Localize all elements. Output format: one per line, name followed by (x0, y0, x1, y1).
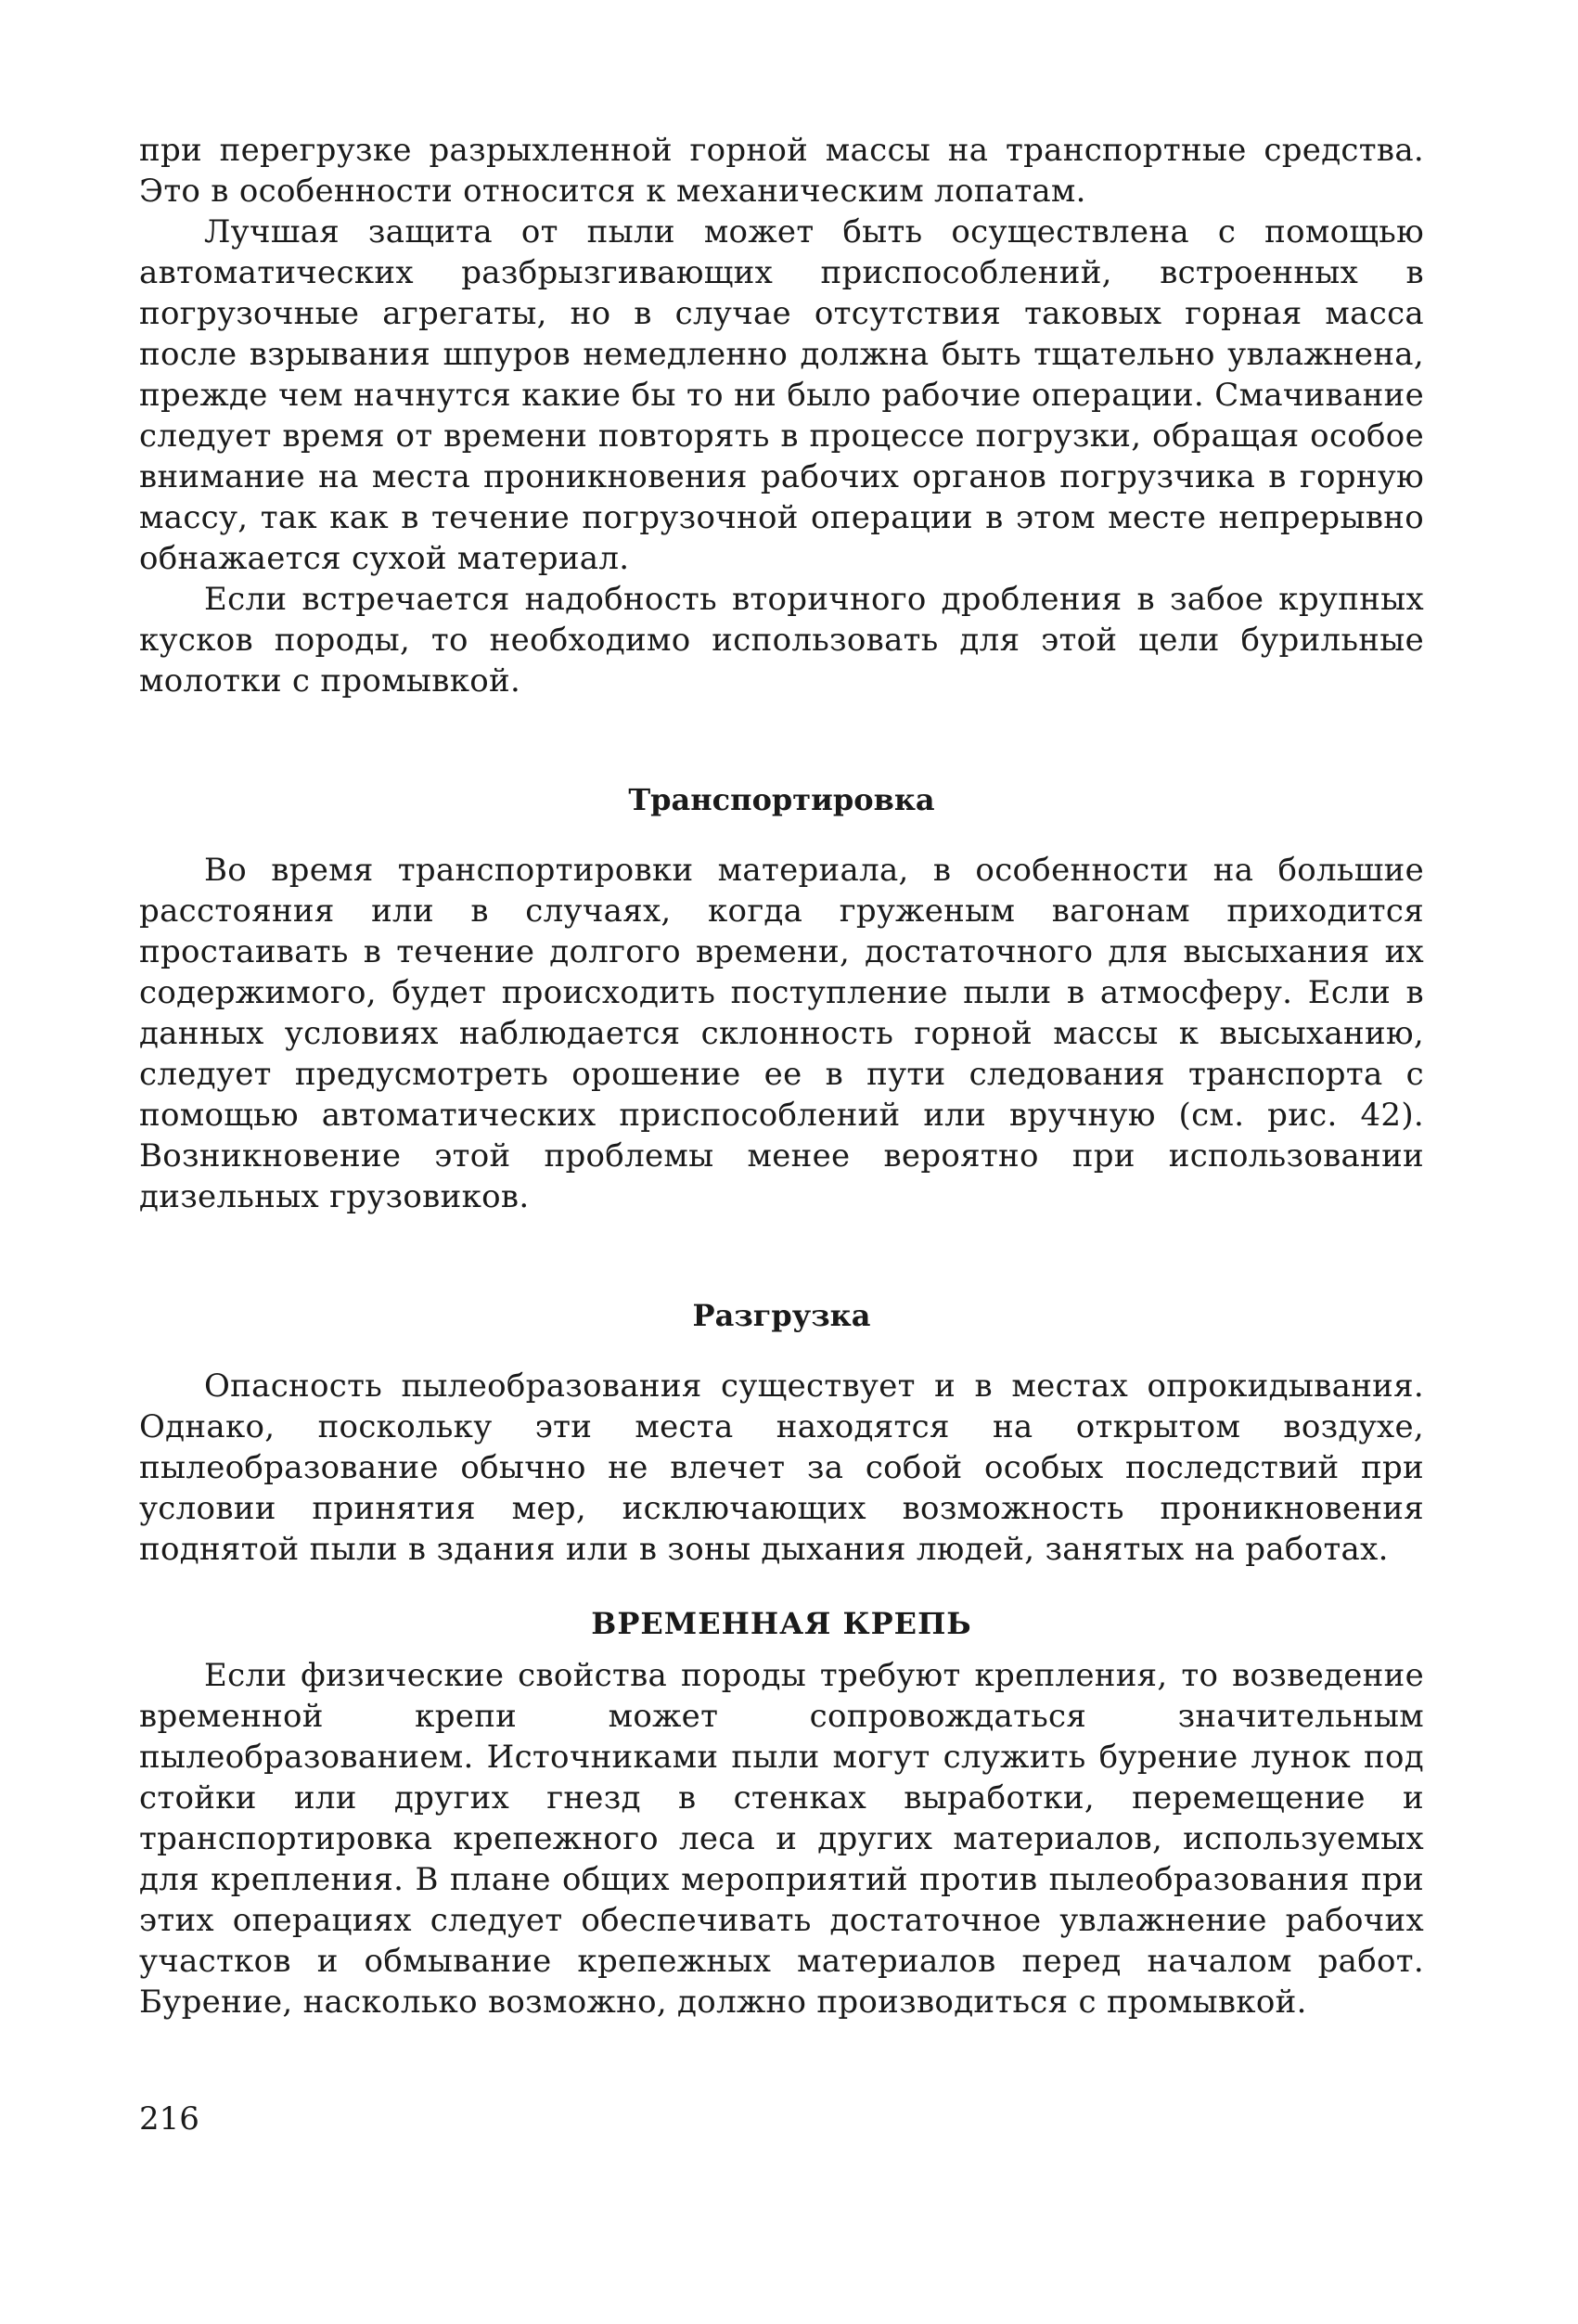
paragraph-unloading: Опасность пылеобразования существует и в местах опрокидывания. Однако, поскольку эти места находятся на открытом воздухе, пылеобразование обычно не влечет за собой особых последствий при условии принятия мер, исключающих возможность проникновения поднятой пыли в здания или в зоны дыхания людей, занятых на работах. (139, 1367, 1424, 1568)
heading-temporary-support: ВРЕМЕННАЯ КРЕПЬ (591, 1606, 972, 1641)
paragraph-transport: Во время транспортировки материала, в особенности на большие расстояния или в случаях, когда груженым вагонам приходится простаивать в течение долгого времени, достаточного для высыхания их содержимого, будет происходить поступление пыли в атмосферу. Если в данных условиях наблюдается склонность горной массы к высыханию, следует предусмотреть орошение ее в пути следования транспорта с помощью автоматических приспособлений или вручную (см. рис. 42). Возникновение этой проблемы менее вероятно при использовании дизельных грузовиков. (139, 852, 1424, 1215)
heading-unloading: Разгрузка (692, 1298, 871, 1333)
paragraph-temporary-support: Если физические свойства породы требуют крепления, то возведение временной крепи может сопровождаться значительным пылеобразованием. Источниками пыли могут служить бурение лунок под стойки или других гнезд в стенках выработки, перемещение и транспортировка крепежного леса и других материалов, используемых для крепления. В плане общих мероприятий против пылеобразования при этих операциях следует обеспечивать достаточное увлажнение рабочих участков и обмывание крепежных материалов перед началом работ. Бурение, насколько возможно, должно производиться с промывкой. (139, 1657, 1424, 2021)
paragraph-dust-protection: Лучшая защита от пыли может быть осуществлена с помощью автоматических разбрызгивающих приспособлений, встроенных в погрузочные агрегаты, но в случае отсутствия таковых горная масса после взрывания шпуров немедленно должна быть тщательно увлажнена, прежде чем начнутся какие бы то ни было рабочие операции. Смачивание следует время от времени повторять в процессе погрузки, обращая особое внимание на места проникновения рабочих органов погрузчика в горную массу, так как в течение погрузочной операции в этом месте непрерывно обнажается сухой материал. (139, 213, 1424, 577)
page-number: 216 (139, 2100, 199, 2138)
page-body (139, 130, 1424, 2022)
paragraph-continued: при перегрузке разрыхленной горной массы на транспортные средства. Это в особенности относится к механическим лопатам. (139, 132, 1424, 210)
paragraph-secondary-crushing: Если встречается надобность вторичного дробления в забое крупных кусков породы, то необходимо использовать для этой цели бурильные молотки с промывкой. (139, 581, 1424, 700)
heading-transport: Транспортировка (628, 782, 935, 817)
